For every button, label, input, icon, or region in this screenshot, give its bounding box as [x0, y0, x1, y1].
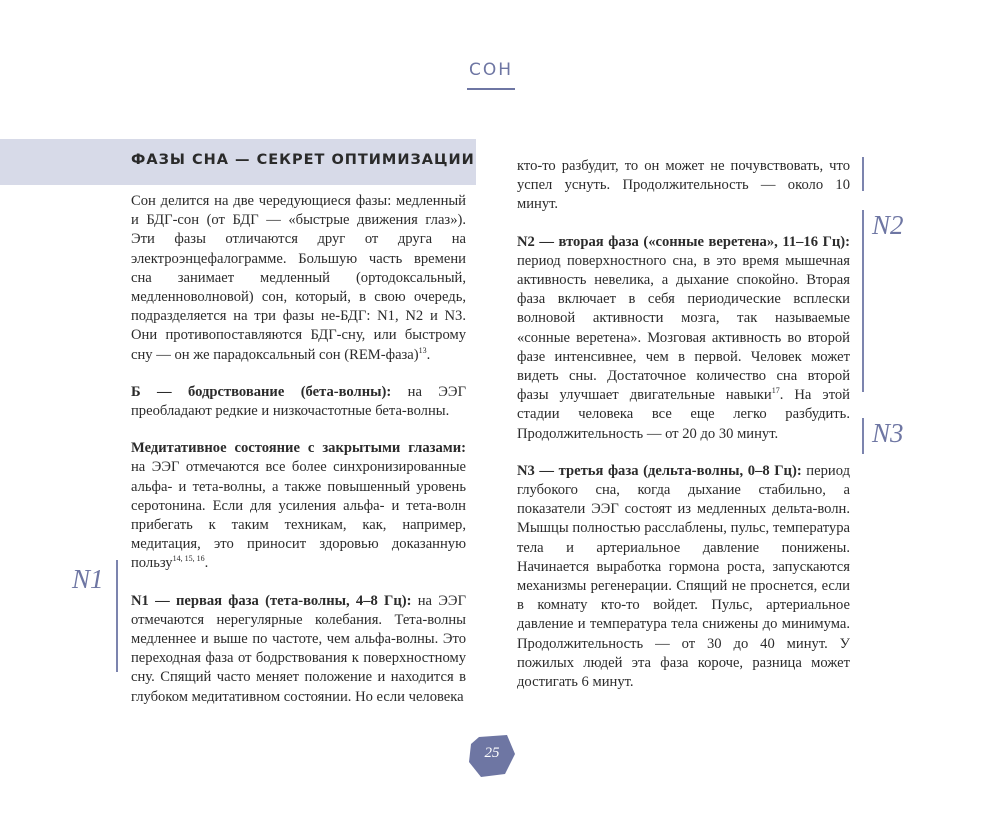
n2-heading: N2 — вторая фаза («сонные веретена», 11–16 Гц): — [517, 233, 850, 250]
n2-text-after: . На этой стадии человека все еще легко разбудить. Продолжительность — от 20 до 30 минут. — [517, 387, 850, 442]
margin-label-n3: N3 — [872, 418, 904, 448]
wake-heading: Б — бодрствование (бета-волны): — [131, 383, 392, 400]
intro-end: . — [426, 346, 431, 363]
page-number: 25 — [484, 745, 500, 761]
right-column — [517, 157, 850, 692]
n2-paragraph — [517, 233, 850, 444]
n3-text: период глубокого сна, когда дыхание стабильно, а показатели ЭЭГ состоят из медленных дельта-волн. Мышцы полностью расслаблены, пульс, температура тела и артериальное давление понижены. Начинается выработка гормона роста, запускаются механизмы регенерации. Спящий не проснется, если в комнату кто-то войдет. Пульс, артериальное давление и температура тела снижены до минимума. Продолжительность — от 30 до 40 минут. У пожилых людей эта фаза короче, разница может достигать 6 минут. — [517, 462, 850, 691]
footnote-ref: 14, 15, 16 — [172, 554, 205, 564]
intro-text: Сон делится на две чередующиеся фазы: медленный и БДГ-сон (от БДГ — «быстрые движения глаз»). Эти фазы отличаются друг от друга на электроэнцефалограмме. Большую часть времени сна занимает медленный (ортодоксальный, медленноволновой) сон, который, в свою очередь, подразделяется на три фазы не-БДГ: N1, N2 и N3. Они противопоставляются БДГ-сну, или быстрому сну — он же парадоксальный сон (REM-фаза) — [131, 193, 466, 363]
footnote-ref: 13 — [418, 345, 427, 355]
margin-rule-n1 — [116, 560, 118, 672]
margin-rule-n3 — [862, 418, 864, 454]
margin-rule-n2 — [862, 210, 864, 392]
n2-text: период поверхностного сна, в это время мышечная активность невелика, а дыхание спокойно. Вторая фаза включает в себя периодические всплески волновой активности мозга, так называемые «сонные веретена». Мозговая активность во второй фазе интенсивнее, чем в первой. Человек может видеть сны. Достаточное количество сна второй фазы улучшает двигательные навыки — [517, 252, 850, 404]
meditative-paragraph — [131, 439, 466, 573]
running-title-underline — [467, 88, 515, 90]
meditative-heading: Медитативное состояние с закрытыми глазами: — [131, 440, 466, 457]
meditative-text: на ЭЭГ отмечаются все более синхронизированные альфа- и тета-волны, а также повышенный уровень серотонина. Если для усиления альфа- и тета-волн прибегать к таким техникам, как, например, медитация, это приносит здоровью доказанную пользу — [131, 459, 466, 572]
running-title: СОН — [468, 60, 514, 80]
n3-paragraph — [517, 462, 850, 692]
footnote-ref: 17 — [771, 386, 780, 396]
left-column — [131, 192, 466, 707]
wake-paragraph — [131, 383, 466, 421]
meditative-end: . — [204, 555, 209, 572]
margin-rule-continuation — [862, 157, 864, 191]
continuation-paragraph: кто-то разбудит, то он может не почувствовать, что успел уснуть. Продолжительность — около 10 минут. — [517, 158, 850, 213]
wake-text: на ЭЭГ преобладают редкие и низкочастотные бета-волны. — [131, 383, 467, 420]
intro-paragraph — [131, 192, 466, 365]
n3-heading: N3 — третья фаза (дельта-волны, 0–8 Гц): — [517, 462, 802, 479]
section-title: ФАЗЫ СНА — СЕКРЕТ ОПТИМИЗАЦИИ — [131, 152, 475, 168]
n1-heading: N1 — первая фаза (тета-волны, 4–8 Гц): — [131, 592, 412, 609]
n1-text: на ЭЭГ отмечаются нерегулярные колебания. Тета-волны медленнее и выше по частоте, чем альфа-волны. Это переходная фаза от бодрствования к поверхностному сну. Спящий часто меняет положение и находится в глубоком медитативном состоянии. Но если человека — [131, 592, 467, 705]
n1-paragraph — [131, 592, 466, 707]
margin-label-n1: N1 — [72, 564, 104, 594]
margin-label-n2: N2 — [872, 210, 904, 240]
